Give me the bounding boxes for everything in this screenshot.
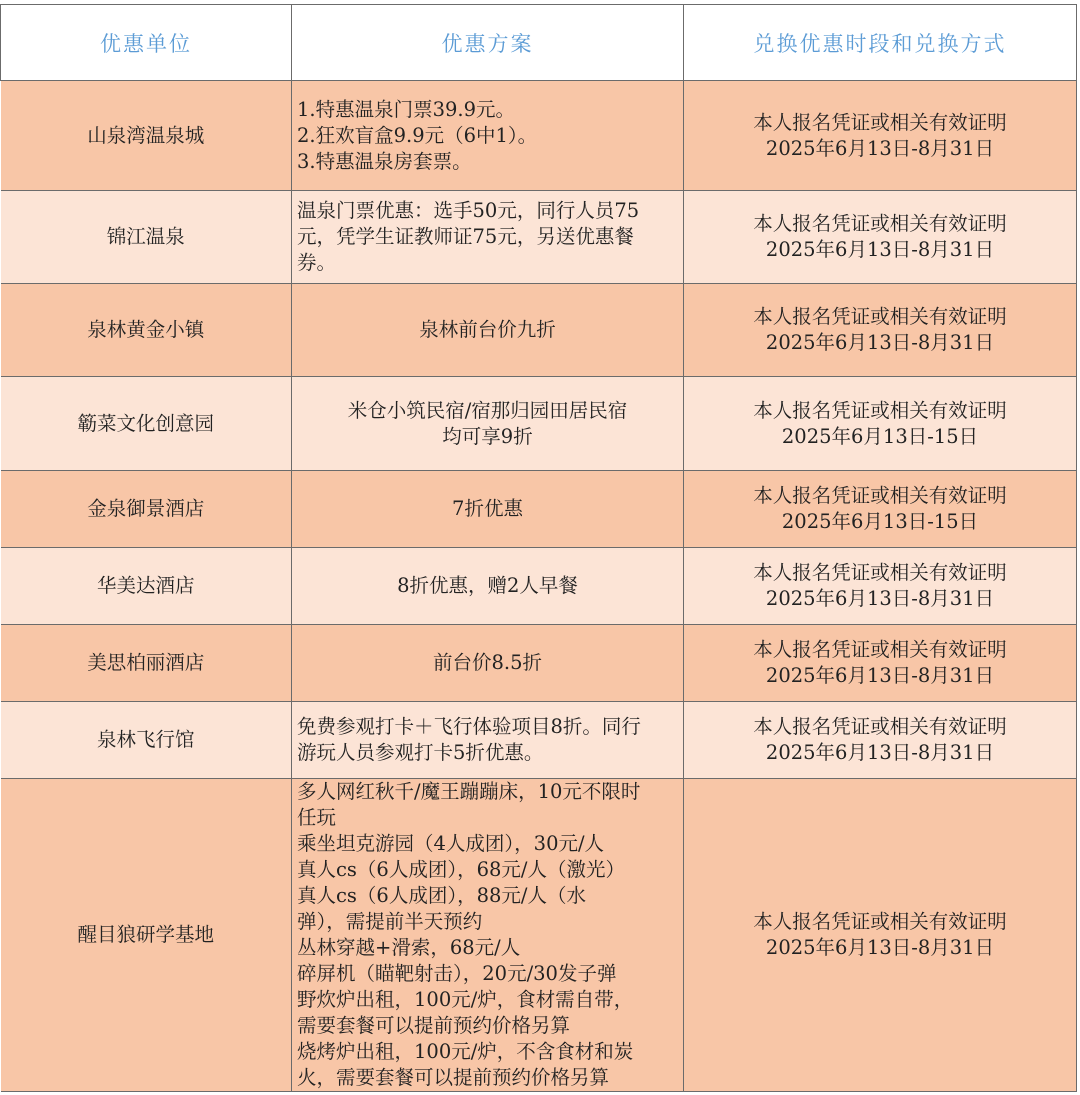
table-row xyxy=(1,548,1077,625)
plan-line: 丛林穿越+滑索，68元/人 xyxy=(297,936,521,959)
plan-line: 1.特惠温泉门票39.9元。 xyxy=(297,97,516,121)
period-method: 本人报名凭证或相关有效证明 xyxy=(753,305,1007,328)
period-cell xyxy=(684,81,1077,191)
period-cell xyxy=(684,471,1077,548)
period-method: 本人报名凭证或相关有效证明 xyxy=(753,484,1007,507)
period-dates: 2025年6月13日-8月31日 xyxy=(765,587,995,610)
period-cell xyxy=(684,779,1077,1092)
plan-cell xyxy=(292,284,684,377)
period-method: 本人报名凭证或相关有效证明 xyxy=(753,561,1007,584)
table-row xyxy=(1,625,1077,702)
table-row xyxy=(1,284,1077,377)
plan-line: 7折优惠 xyxy=(452,497,523,520)
plan-line: 任玩 xyxy=(297,806,337,829)
period-method: 本人报名凭证或相关有效证明 xyxy=(753,212,1007,235)
plan-line: 碎屏机（瞄靶射击），20元/30发子弹 xyxy=(297,962,617,985)
plan-cell xyxy=(292,191,684,284)
header-unit: 优惠单位 xyxy=(1,5,292,81)
plan-cell xyxy=(292,471,684,548)
period-dates: 2025年6月13日-8月31日 xyxy=(765,936,995,959)
plan-line: 需要套餐可以提前预约价格另算 xyxy=(297,1014,571,1037)
plan-line: 券。 xyxy=(297,251,337,274)
unit-cell: 醒目狼研学基地 xyxy=(1,779,292,1092)
header-period: 兑换优惠时段和兑换方式 xyxy=(684,5,1077,81)
period-cell xyxy=(684,191,1077,284)
plan-cell xyxy=(292,81,684,191)
plan-line: 野炊炉出租，100元/炉，食材需自带， xyxy=(297,988,634,1011)
unit-cell: 美思柏丽酒店 xyxy=(1,625,292,702)
period-dates: 2025年6月13日-8月31日 xyxy=(765,136,995,160)
period-cell xyxy=(684,625,1077,702)
period-dates: 2025年6月13日-15日 xyxy=(781,424,979,448)
plan-cell xyxy=(292,702,684,779)
period-cell xyxy=(684,702,1077,779)
plan-line: 3.特惠温泉房套票。 xyxy=(297,149,472,173)
period-method: 本人报名凭证或相关有效证明 xyxy=(753,715,1007,738)
period-method: 本人报名凭证或相关有效证明 xyxy=(753,910,1007,933)
period-dates: 2025年6月13日-15日 xyxy=(781,510,979,533)
plan-line: 火，需要套餐可以提前预约价格另算 xyxy=(297,1066,610,1089)
period-dates: 2025年6月13日-8月31日 xyxy=(765,238,995,261)
period-method: 本人报名凭证或相关有效证明 xyxy=(753,110,1007,134)
plan-line: 真人cs（6人成团），68元/人（激光） xyxy=(297,858,625,881)
plan-line: 均可享9折 xyxy=(442,424,533,448)
unit-cell: 金泉御景酒店 xyxy=(1,471,292,548)
period-method: 本人报名凭证或相关有效证明 xyxy=(753,638,1007,661)
plan-cell xyxy=(292,779,684,1092)
unit-cell: 泉林飞行馆 xyxy=(1,702,292,779)
plan-line: 真人cs（6人成团），88元/人（水 xyxy=(297,884,586,907)
period-dates: 2025年6月13日-8月31日 xyxy=(765,331,995,354)
plan-line: 元，凭学生证教师证75元，另送优惠餐 xyxy=(297,225,634,248)
period-cell xyxy=(684,377,1077,471)
period-dates: 2025年6月13日-8月31日 xyxy=(765,664,995,687)
plan-line: 烧烤炉出租，100元/炉，不含食材和炭 xyxy=(297,1040,634,1063)
discount-table xyxy=(0,4,1077,1092)
plan-line: 泉林前台价九折 xyxy=(419,318,556,341)
period-cell xyxy=(684,284,1077,377)
plan-line: 弹），需提前半天预约 xyxy=(297,910,483,933)
plan-line: 8折优惠，赠2人早餐 xyxy=(397,574,578,597)
table-row xyxy=(1,702,1077,779)
table-row xyxy=(1,779,1077,1092)
plan-line: 2.狂欢盲盒9.9元（6中1）。 xyxy=(297,123,538,147)
table-row xyxy=(1,471,1077,548)
header-row xyxy=(1,5,1077,81)
plan-line: 免费参观打卡＋飞行体验项目8折。同行 xyxy=(297,715,641,738)
plan-cell xyxy=(292,548,684,625)
table-row xyxy=(1,81,1077,191)
plan-line: 游玩人员参观打卡5折优惠。 xyxy=(297,741,544,764)
plan-line: 前台价8.5折 xyxy=(432,651,542,674)
period-cell xyxy=(684,548,1077,625)
unit-cell: 华美达酒店 xyxy=(1,548,292,625)
period-method: 本人报名凭证或相关有效证明 xyxy=(753,398,1007,422)
unit-cell: 泉林黄金小镇 xyxy=(1,284,292,377)
table-row xyxy=(1,191,1077,284)
header-plan: 优惠方案 xyxy=(292,5,684,81)
plan-line: 温泉门票优惠：选手50元，同行人员75 xyxy=(297,199,640,222)
unit-cell: 锦江温泉 xyxy=(1,191,292,284)
unit-cell: 山泉湾温泉城 xyxy=(1,81,292,191)
plan-line: 米仓小筑民宿/宿那归园田居民宿 xyxy=(347,398,628,422)
table-row xyxy=(1,377,1077,471)
plan-cell xyxy=(292,377,684,471)
unit-cell: 簕菜文化创意园 xyxy=(1,377,292,471)
plan-line: 乘坐坦克游园（4人成团），30元/人 xyxy=(297,832,605,855)
period-dates: 2025年6月13日-8月31日 xyxy=(765,741,995,764)
plan-cell xyxy=(292,625,684,702)
plan-line: 多人网红秋千/魔王蹦蹦床，10元不限时 xyxy=(297,780,641,803)
